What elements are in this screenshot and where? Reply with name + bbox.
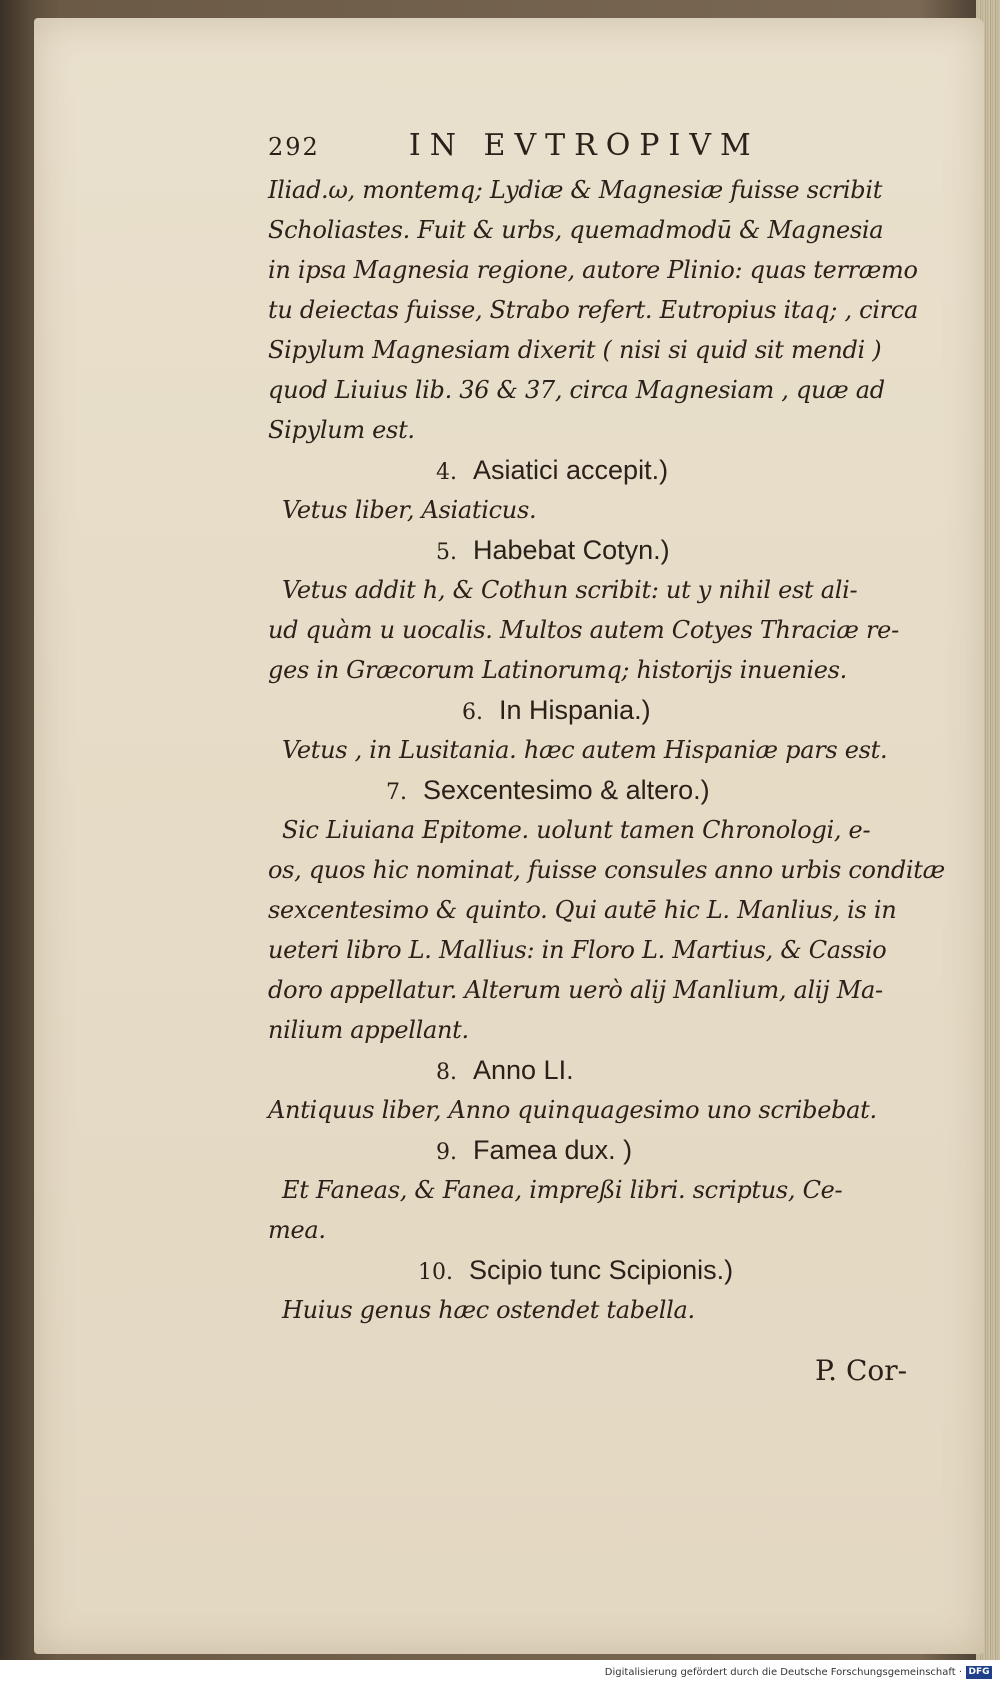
section-number: 9.	[436, 1140, 457, 1165]
section-title: Habebat Cotyn.)	[473, 535, 670, 565]
text-line: Vetus addit h, & Cothun scribit: ut y nihil est ali-	[282, 576, 858, 604]
text-line: mea.	[268, 1216, 326, 1244]
text-line: os, quos hic nominat, fuisse consules anno urbis conditæ	[268, 856, 945, 884]
section-title: Anno LI.	[473, 1055, 574, 1085]
text-line: Sipylum Magnesiam dixerit ( nisi si quid sit mendi )	[268, 336, 882, 364]
section-heading	[268, 1050, 948, 1090]
section-heading	[268, 770, 948, 810]
section-heading	[268, 450, 948, 490]
section-heading	[268, 530, 948, 570]
text-line: Sipylum est.	[268, 416, 415, 444]
section-heading	[268, 1130, 948, 1170]
section-title: Famea dux. )	[473, 1135, 633, 1165]
section-number: 4.	[436, 460, 457, 485]
catchword: P. Cor-	[815, 1354, 908, 1387]
page-number: 292	[268, 133, 320, 161]
text-line: nilium appellant.	[268, 1016, 469, 1044]
footer-credit: Digitalisierung gefördert durch die Deutsche Forschungsgemeinschaft ·	[604, 1667, 962, 1678]
page-text	[268, 122, 948, 1330]
section-title: Scipio tunc Scipionis.)	[469, 1255, 734, 1285]
text-line: Vetus liber, Asiaticus.	[282, 496, 537, 524]
text-line: ges in Græcorum Latinorumq; historijs inuenies.	[268, 656, 847, 684]
section-number: 10.	[418, 1260, 453, 1285]
text-line: quod Liuius lib. 36 & 37, circa Magnesiam , quæ ad	[268, 376, 885, 404]
running-head: IN EVTROPIVM	[408, 128, 760, 163]
text-line: Scholiastes. Fuit & urbs, quemadmodū & Magnesia	[268, 216, 884, 244]
text-line: Vetus , in Lusitania. hæc autem Hispaniæ pars est.	[282, 736, 888, 764]
digitization-footer	[0, 1660, 1000, 1687]
section-number: 6.	[462, 700, 483, 725]
section-heading	[268, 690, 948, 730]
text-line: in ipsa Magnesia regione, autore Plinio: quas terræmo	[268, 256, 918, 284]
text-line: Antiquus liber, Anno quinquagesimo uno scribebat.	[268, 1096, 877, 1124]
section-heading	[268, 1250, 948, 1290]
text-line: doro appellatur. Alterum uerò alij Manlium, alij Ma-	[268, 976, 883, 1004]
text-line: Iliad.ω, montemq; Lydiæ & Magnesiæ fuisse scribit	[268, 176, 883, 204]
page-header	[268, 122, 948, 170]
section-title: Asiatici accepit.)	[473, 455, 669, 485]
section-title: In Hispania.)	[499, 695, 651, 725]
section-title: Sexcentesimo & altero.)	[423, 775, 710, 805]
text-line: Huius genus hæc ostendet tabella.	[282, 1296, 695, 1324]
section-number: 5.	[436, 540, 457, 565]
dfg-logo-icon: DFG	[966, 1666, 992, 1679]
section-number: 8.	[436, 1060, 457, 1085]
text-line: tu deiectas fuisse, Strabo refert. Eutropius itaq; , circa	[268, 296, 918, 324]
text-line: sexcentesimo & quinto. Qui autē hic L. Manlius, is in	[268, 896, 897, 924]
text-line: Sic Liuiana Epitome. uolunt tamen Chronologi, e-	[282, 816, 871, 844]
section-number: 7.	[386, 780, 407, 805]
text-line: Et Faneas, & Fanea, impreßi libri. scriptus, Ce-	[282, 1176, 843, 1204]
text-line: ueteri libro L. Mallius: in Floro L. Martius, & Cassio	[268, 936, 887, 964]
text-line: ud quàm u uocalis. Multos autem Cotyes Thraciæ re-	[268, 616, 899, 644]
